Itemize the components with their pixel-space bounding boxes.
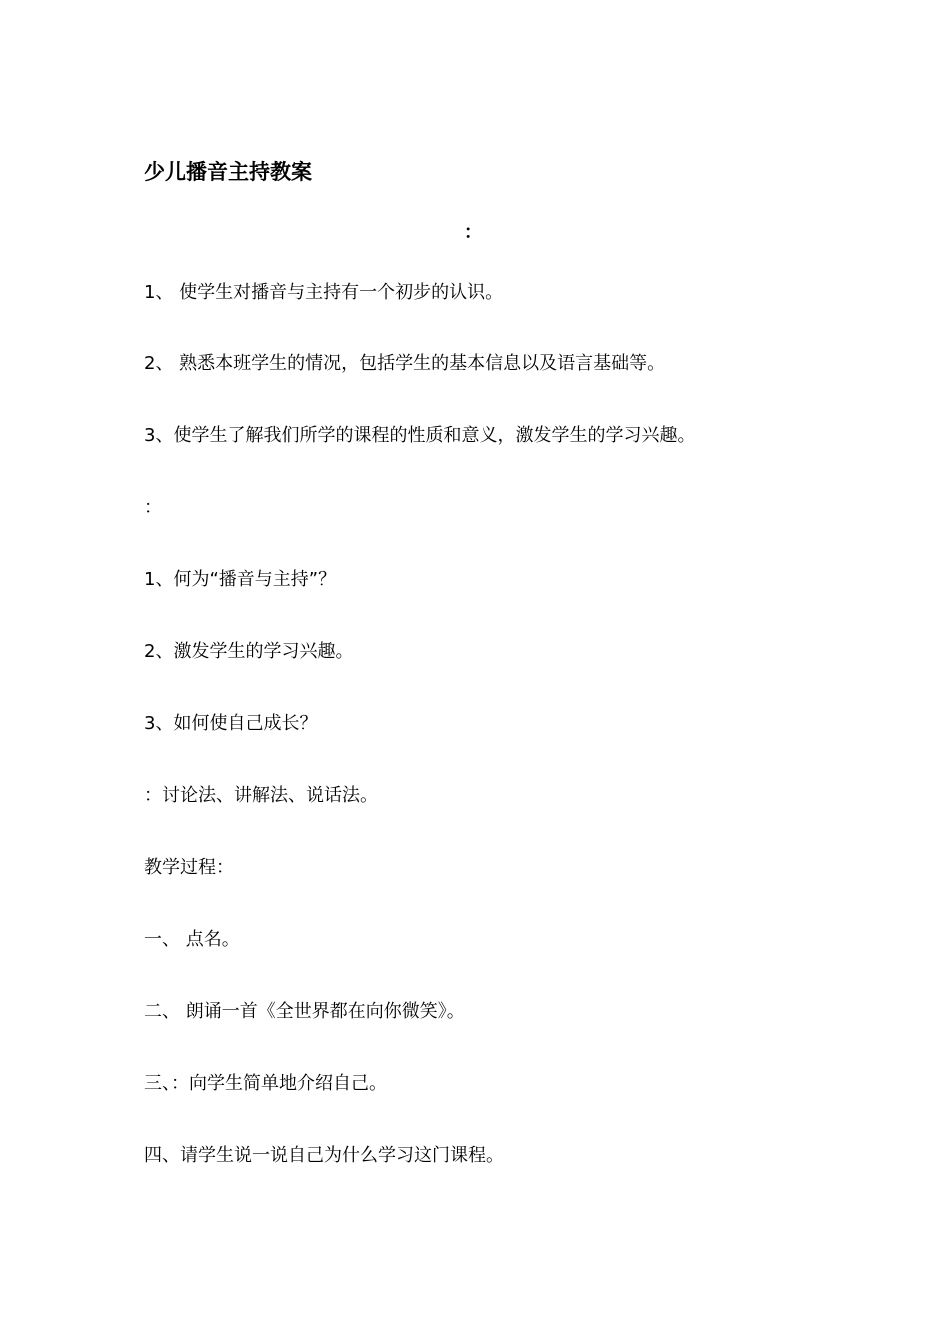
- key-point-item-3: 3、如何使自己成长？: [144, 713, 318, 734]
- process-step-4: 四、请学生说一说自己为什么学习这门课程。: [144, 1145, 504, 1166]
- key-point-item-2: 2、激发学生的学习兴趣。: [144, 641, 354, 662]
- objective-item-3: 3、使学生了解我们所学的课程的性质和意义，激发学生的学习兴趣。: [144, 425, 696, 446]
- teaching-process-heading: 教学过程：: [144, 857, 234, 878]
- objective-item-2: 2、 熟悉本班学生的情况，包括学生的基本信息以及语言基础等。: [144, 353, 666, 374]
- objective-item-1: 1、 使学生对播音与主持有一个初步的认识。: [144, 282, 504, 303]
- teaching-methods: ：讨论法、讲解法、说话法。: [144, 785, 378, 806]
- key-point-item-1: 1、何为“播音与主持”？: [144, 569, 337, 590]
- section-colon-mark: ：: [464, 222, 482, 243]
- process-step-3: 三、：向学生简单地介绍自己。: [144, 1073, 387, 1094]
- document-title: 少儿播音主持教案: [144, 160, 312, 184]
- process-step-2: 二、 朗诵一首《全世界都在向你微笑》。: [144, 1001, 465, 1022]
- section-label-colon: ：: [144, 497, 162, 518]
- process-step-1: 一、 点名。: [144, 929, 240, 950]
